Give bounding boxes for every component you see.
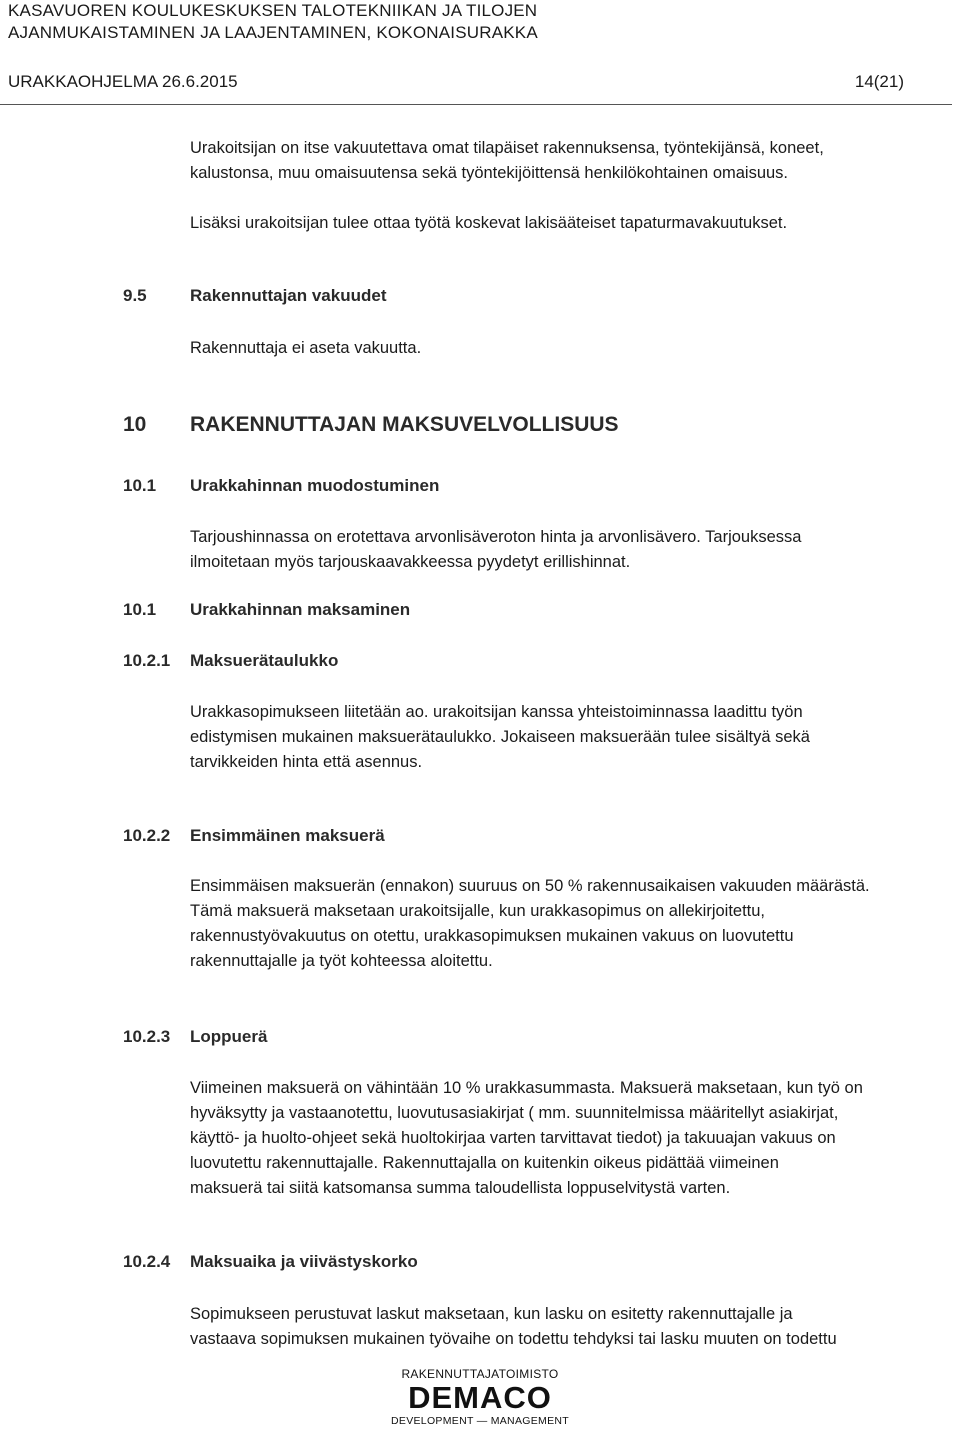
text-line: kalustonsa, muu omaisuutensa sekä työntekijöittensä henkilökohtainen omaisuus. bbox=[190, 164, 789, 182]
text-line: luovutettu rakennuttajalle. Rakennuttajalla on kuitenkin oikeus pidättää viimeinen bbox=[190, 1154, 779, 1172]
text-line: tarvikkeiden hinta että asennus. bbox=[190, 753, 423, 771]
heading-number: 10.2.1 bbox=[123, 651, 171, 670]
text-line: Sopimukseen perustuvat laskut maksetaan, kun lasku on esitetty rakennuttajalle ja bbox=[190, 1305, 793, 1323]
text-line: ilmoitetaan myös tarjouskaavakkeessa pyydetyt erillishinnat. bbox=[190, 553, 631, 571]
heading-title: Urakkahinnan maksaminen bbox=[190, 600, 411, 619]
heading-number: 9.5 bbox=[123, 286, 147, 305]
document-name: URAKKAOHJELMA 26.6.2015 bbox=[8, 72, 238, 91]
text-line: hyväksytty ja vastaanotettu, luovutusasiakirjat ( mm. suunnitelmissa määritellyt asiakirjat, bbox=[190, 1104, 839, 1122]
heading-title: RAKENNUTTAJAN MAKSUVELVOLLISUUS bbox=[190, 413, 619, 436]
text-line: käyttö- ja huolto-ohjeet sekä huoltokirjaa varten tarvittavat tiedot) ja takuuajan vakuus on bbox=[190, 1129, 836, 1147]
page-header bbox=[8, 0, 952, 98]
header-meta-row bbox=[8, 72, 952, 98]
intro-paragraph-2 bbox=[190, 211, 925, 236]
heading-number: 10.2.4 bbox=[123, 1252, 171, 1271]
section-10-1-text bbox=[190, 525, 925, 575]
heading-title: Ensimmäinen maksuerä bbox=[190, 826, 385, 845]
page-number: 14(21) bbox=[854, 72, 904, 91]
text-line: vastaava sopimuksen mukainen työvaihe on todettu tehdyksi tai lasku muuten on todettu bbox=[190, 1330, 837, 1348]
heading-number: 10.1 bbox=[123, 476, 157, 495]
text-line: Viimeinen maksuerä on vähintään 10 % urakkasummasta. Maksuerä maksetaan, kun työ on bbox=[190, 1079, 863, 1097]
text-line: Rakennuttaja ei aseta vakuutta. bbox=[190, 339, 422, 357]
text-line: Ensimmäisen maksuerän (ennakon) suuruus on 50 % rakennusaikaisen vakuuden määrästä. bbox=[190, 877, 870, 895]
intro-paragraph bbox=[190, 136, 925, 186]
heading-title: Maksuerätaulukko bbox=[190, 651, 339, 670]
text-line: rakennuttajalle ja työt kohteessa aloitettu. bbox=[190, 952, 493, 970]
heading-number: 10.1 bbox=[123, 600, 157, 619]
footer-org-name: RAKENNUTTAJATOIMISTO bbox=[401, 1367, 559, 1381]
heading-number: 10.2.3 bbox=[123, 1027, 171, 1046]
section-9-5-text bbox=[190, 336, 925, 361]
section-10-2-1-text bbox=[190, 700, 925, 775]
text-line: edistymisen mukainen maksuerätaulukko. Jokaiseen maksuerään tulee sisältyä sekä bbox=[190, 728, 810, 746]
text-line: maksuerä tai siitä katsomansa summa taloudellista loppuselvitystä varten. bbox=[190, 1179, 731, 1197]
text-line: rakennustyövakuutus on otettu, urakkasopimuksen mukainen vakuus on luovutettu bbox=[190, 927, 794, 945]
text-line: Tämä maksuerä maksetaan urakoitsijalle, kun urakkasopimus on allekirjoitettu, bbox=[190, 902, 766, 920]
section-10-2-2-text bbox=[190, 874, 925, 974]
heading-title: Urakkahinnan muodostuminen bbox=[190, 476, 440, 495]
section-10-2-3-text bbox=[190, 1076, 925, 1201]
heading-title: Maksuaika ja viivästyskorko bbox=[190, 1252, 418, 1271]
text-line: Urakkasopimukseen liitetään ao. urakoitsijan kanssa yhteistoiminnassa laadittu työn bbox=[190, 703, 803, 721]
heading-title: Loppuerä bbox=[190, 1027, 268, 1046]
footer-logo-block bbox=[385, 1367, 575, 1427]
header-divider bbox=[0, 104, 952, 105]
footer-tagline: DEVELOPMENT — MANAGEMENT bbox=[391, 1415, 569, 1427]
demaco-logo: DEMACO bbox=[408, 1380, 552, 1415]
text-line: Tarjoushinnassa on erotettava arvonlisäveroton hinta ja arvonlisävero. Tarjouksessa bbox=[190, 528, 802, 546]
header-title-line2: AJANMUKAISTAMINEN JA LAAJENTAMINEN, KOKONAISURAKKA bbox=[8, 23, 538, 42]
text-line: Lisäksi urakoitsijan tulee ottaa työtä koskevat lakisääteiset tapaturmavakuutukset. bbox=[190, 214, 788, 232]
header-title-line1: KASAVUOREN KOULUKESKUKSEN TALOTEKNIIKAN JA TILOJEN bbox=[8, 1, 538, 20]
text-line: Urakoitsijan on itse vakuutettava omat tilapäiset rakennuksensa, työntekijänsä, koneet, bbox=[190, 139, 824, 157]
heading-title: Rakennuttajan vakuudet bbox=[190, 286, 387, 305]
heading-number: 10 bbox=[123, 413, 147, 436]
section-10-2-4-text bbox=[190, 1302, 925, 1352]
heading-number: 10.2.2 bbox=[123, 826, 171, 845]
